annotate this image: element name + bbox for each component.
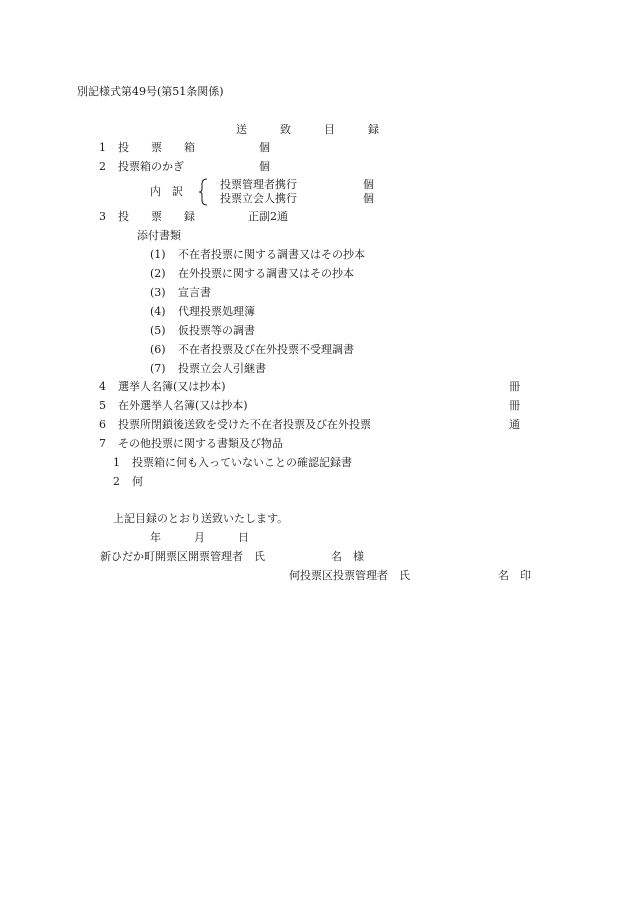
- item-number: 2: [99, 160, 106, 173]
- breakdown-manager-label: 投票管理者携行: [220, 178, 297, 191]
- attachment-label: 不在者投票に関する調書又はその抄本: [178, 248, 365, 261]
- item-number: 7: [99, 437, 106, 450]
- item-quantity-unit: 冊: [509, 380, 520, 393]
- item-quantity-unit: 冊: [509, 399, 520, 412]
- breakdown-label: 内 訳: [150, 185, 183, 198]
- attachment-number: (4): [150, 305, 166, 318]
- attachment-number: (2): [150, 267, 166, 280]
- item-number: 1: [99, 141, 106, 154]
- attachment-number: (7): [150, 362, 166, 375]
- attachment-number: (6): [150, 343, 166, 356]
- form-number-label: 別記様式第49号(第51条関係): [77, 85, 224, 98]
- item-other-documents-label: その他投票に関する書類及び物品: [118, 437, 283, 450]
- item-late-ballots-label: 投票所閉鎖後送致を受けた不在者投票及び在外投票: [118, 418, 371, 431]
- item-quantity-unit: 正副2通: [248, 210, 288, 223]
- item-voter-register-label: 選挙人名簿(又は抄本): [118, 380, 226, 393]
- sub-item-other-label: 何: [132, 475, 143, 488]
- item-number: 6: [99, 418, 106, 431]
- sub-item-number: 1: [113, 456, 120, 469]
- item-quantity-unit: 個: [363, 178, 374, 191]
- item-ballot-box-label: 投 票 箱: [118, 141, 195, 154]
- transfer-statement: 上記目録のとおり送致いたします。: [113, 512, 289, 525]
- item-number: 3: [99, 210, 106, 223]
- date-line: 年 月 日: [150, 531, 249, 544]
- recipient-line: 新ひだか町開票区開票管理者 氏 名 様: [100, 550, 364, 563]
- attachment-number: (5): [150, 324, 166, 337]
- attachment-label: 投票立会人引継書: [178, 362, 266, 375]
- item-ballot-record-label: 投 票 録: [118, 210, 195, 223]
- attachments-heading: 添付書類: [137, 229, 181, 242]
- attachment-label: 仮投票等の調書: [178, 324, 255, 337]
- sub-item-confirmation-record-label: 投票箱に何も入っていないことの確認記録書: [132, 456, 352, 469]
- attachment-label: 代理投票処理簿: [178, 305, 255, 318]
- attachment-label: 在外投票に関する調書又はその抄本: [178, 267, 354, 280]
- item-number: 5: [99, 399, 106, 412]
- breakdown-witness-label: 投票立会人携行: [220, 192, 297, 205]
- item-number: 4: [99, 380, 106, 393]
- document-title: 送 致 目 録: [236, 123, 379, 136]
- attachment-label: 不在者投票及び在外投票不受理調書: [178, 343, 354, 356]
- attachment-label: 宣言書: [178, 286, 211, 299]
- attachment-number: (1): [150, 248, 166, 261]
- item-overseas-register-label: 在外選挙人名簿(又は抄本): [118, 399, 248, 412]
- item-ballot-key-label: 投票箱のかぎ: [118, 160, 184, 173]
- attachment-number: (3): [150, 286, 166, 299]
- sender-signature-line: 何投票区投票管理者 氏 名 印: [289, 569, 531, 582]
- item-quantity-unit: 個: [363, 192, 374, 205]
- sub-item-number: 2: [113, 475, 120, 488]
- item-quantity-unit: 個: [259, 141, 270, 154]
- item-quantity-unit: 個: [259, 160, 270, 173]
- item-quantity-unit: 通: [509, 418, 520, 431]
- curly-brace-icon: [198, 178, 210, 206]
